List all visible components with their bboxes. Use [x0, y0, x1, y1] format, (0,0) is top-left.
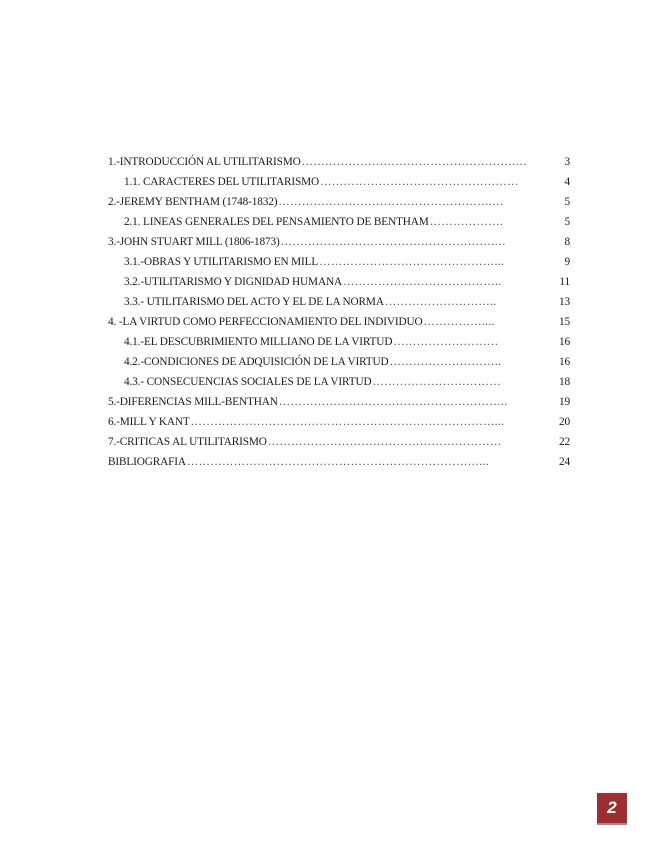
- toc-entry-title: 4.3.- CONSECUENCIAS SOCIALES DE LA VIRTUD: [124, 376, 372, 388]
- toc-entry[interactable]: [108, 452, 570, 472]
- toc-entry-page: 15: [559, 316, 570, 328]
- toc-dot-leader: ………………………..: [384, 296, 497, 308]
- toc-dot-leader: ……………………………………………….…: [278, 196, 504, 208]
- toc-entry-title: 3.2.-UTILITARISMO Y DIGNIDAD HUMANA: [124, 276, 342, 288]
- toc-entry[interactable]: [108, 192, 570, 212]
- toc-dot-leader: ……………………………: [372, 376, 502, 388]
- toc-entry-title: 3.3.- UTILITARISMO DEL ACTO Y EL DE LA NORMA: [124, 296, 384, 308]
- toc-entry-page: 11: [559, 276, 570, 288]
- toc-entry-page: 20: [559, 416, 570, 428]
- toc-entry-page: 16: [559, 336, 570, 348]
- toc-entry[interactable]: [108, 152, 570, 172]
- toc-entry-page: 18: [559, 376, 570, 388]
- page-number: 2: [607, 798, 617, 817]
- toc-entry-page: 22: [559, 436, 570, 448]
- toc-entry-page: 4: [564, 176, 570, 188]
- toc-dot-leader: …………………………………..: [342, 276, 502, 288]
- toc-dot-leader: ……………………………………………….…: [301, 156, 528, 168]
- toc-entry-page: 13: [559, 296, 570, 308]
- toc-entry-title: BIBLIOGRAFIA: [108, 456, 186, 468]
- toc-entry[interactable]: [108, 412, 570, 432]
- toc-entry-title: 2.-JEREMY BENTHAM (1748-1832): [108, 196, 278, 208]
- toc-entry-title: 4. -LA VIRTUD COMO PERFECCIONAMIENTO DEL INDIVIDUO: [108, 316, 423, 328]
- toc-dot-leader: …………………………………………………..: [278, 396, 508, 408]
- toc-dot-leader: ……………………………………………………………………...: [190, 416, 505, 428]
- toc-entry[interactable]: [108, 252, 570, 272]
- toc-entry[interactable]: [108, 392, 570, 412]
- toc-dot-leader: ……………………………………………………: [267, 436, 502, 448]
- toc-entry[interactable]: [108, 272, 570, 292]
- toc-dot-leader: ………………………………………...: [319, 256, 505, 268]
- toc-entry-title: 3.-JOHN STUART MILL (1806-1873): [108, 236, 280, 248]
- toc-dot-leader: …………………………………………………………………...: [186, 456, 490, 468]
- toc-entry[interactable]: [108, 372, 570, 392]
- toc-entry-title: 3.1.-OBRAS Y UTILITARISMO EN MILL: [124, 256, 319, 268]
- toc-entry[interactable]: [108, 352, 570, 372]
- toc-dot-leader: ……………….: [429, 216, 504, 228]
- toc-entry-title: 4.2.-CONDICIONES DE ADQUISICIÓN DE LA VIRTUD: [124, 356, 389, 368]
- toc-dot-leader: ………………………..: [389, 356, 502, 368]
- toc-entry[interactable]: [108, 212, 570, 232]
- toc-dot-leader: ………………………: [393, 336, 499, 348]
- toc-entry[interactable]: [108, 432, 570, 452]
- toc-entry-title: 4.1.-EL DESCUBRIMIENTO MILLIANO DE LA VIRTUD: [124, 336, 393, 348]
- toc-entry-page: 5: [564, 196, 570, 208]
- table-of-contents: [108, 152, 570, 472]
- toc-entry-page: 5: [564, 216, 570, 228]
- toc-entry-page: 24: [559, 456, 570, 468]
- toc-entry[interactable]: [108, 332, 570, 352]
- toc-entry-page: 3: [564, 156, 570, 168]
- toc-entry-title: 7.-CRITICAS AL UTILITARISMO: [108, 436, 267, 448]
- toc-entry[interactable]: [108, 312, 570, 332]
- toc-entry[interactable]: [108, 292, 570, 312]
- toc-entry-page: 9: [564, 256, 570, 268]
- toc-entry[interactable]: [108, 172, 570, 192]
- toc-entry-title: 1.1. CARACTERES DEL UTILITARISMO: [124, 176, 320, 188]
- toc-entry-title: 6.-MILL Y KANT: [108, 416, 190, 428]
- toc-dot-leader: ……………………………………………: [320, 176, 519, 188]
- toc-entry-title: 1.-INTRODUCCIÓN AL UTILITARISMO: [108, 156, 301, 168]
- toc-entry-title: 2.1. LINEAS GENERALES DEL PENSAMIENTO DE BENTHAM: [124, 216, 429, 228]
- toc-entry-title: 5.-DIFERENCIAS MILL-BENTHAN: [108, 396, 278, 408]
- toc-entry-page: 16: [559, 356, 570, 368]
- toc-entry[interactable]: [108, 232, 570, 252]
- toc-dot-leader: ……………………………………………….…: [280, 236, 507, 248]
- toc-entry-page: 19: [559, 396, 570, 408]
- toc-entry-page: 8: [564, 236, 570, 248]
- toc-dot-leader: ……………....: [423, 316, 495, 328]
- page-number-badge: [597, 793, 627, 825]
